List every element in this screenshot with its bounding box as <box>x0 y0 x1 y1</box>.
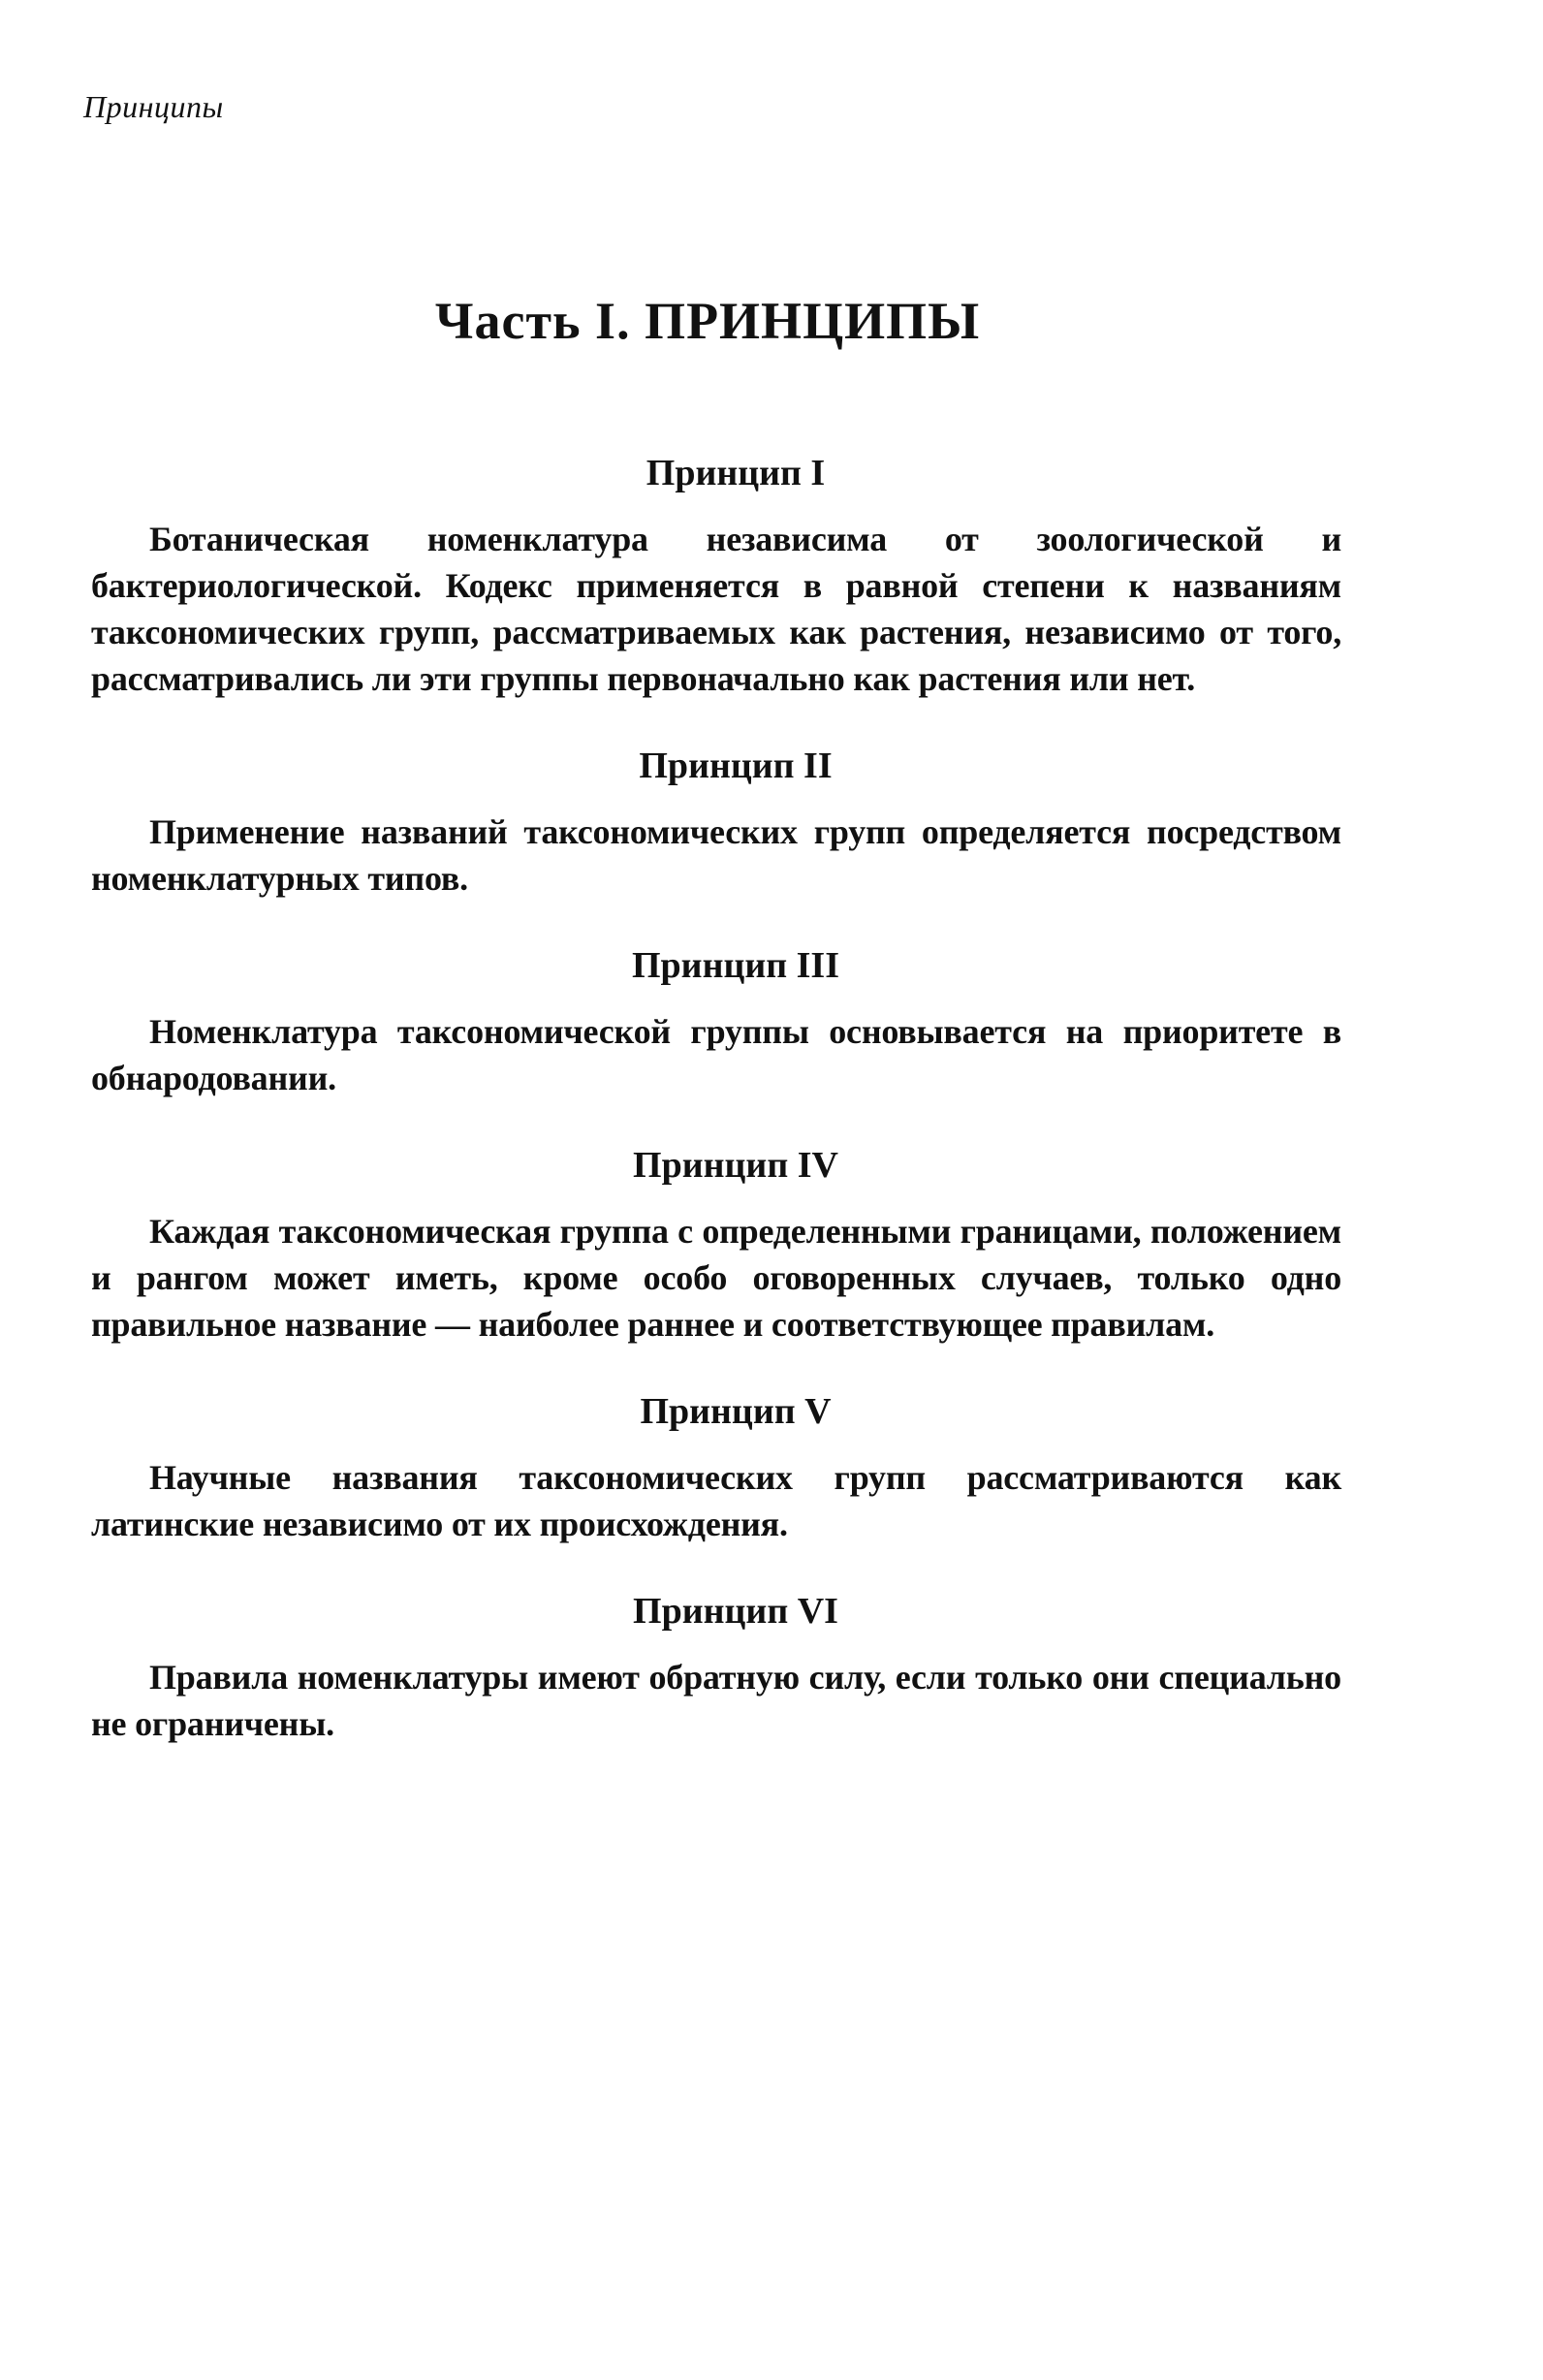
running-head: Принципы <box>83 89 224 124</box>
principle-heading: Принцип IV <box>633 1145 838 1186</box>
principle-heading: Принцип V <box>640 1391 832 1432</box>
principle-1 <box>91 448 1341 702</box>
principles-list <box>91 448 1341 1786</box>
principle-2 <box>91 741 1341 902</box>
principle-text: Правила номенклатуры имеют обратную силу, если только они специально не ограничены. <box>91 1658 1341 1743</box>
principle-3 <box>91 940 1341 1101</box>
principle-text: Номенклатура таксономической группы основывается на приоритете в обнародовании. <box>91 1012 1341 1097</box>
principle-heading: Принцип II <box>639 746 833 786</box>
principle-6 <box>91 1586 1341 1747</box>
principle-text: Каждая таксономическая группа с определенными границами, положением и рангом может иметь, кроме особо оговоренных случаев, только одно правильное название — наиболее раннее и соответствующее правилам. <box>91 1212 1341 1344</box>
principle-text: Ботаническая номенклатура независима от зоологической и бактериологической. Кодекс применяется в равной степени к названиям таксономических групп, рассматриваемых как растения, независимо от того, рассматривались ли эти группы первоначально как растения или нет. <box>91 520 1341 698</box>
principle-heading: Принцип III <box>631 945 840 986</box>
principle-heading: Принцип VI <box>633 1591 838 1632</box>
principle-4 <box>91 1140 1341 1348</box>
part-title: Часть I. ПРИНЦИПЫ <box>434 292 981 350</box>
principle-heading: Принцип I <box>646 453 826 493</box>
principle-text: Научные названия таксономических групп рассматриваются как латинские независимо от их происхождения. <box>91 1458 1341 1543</box>
principle-5 <box>91 1386 1341 1547</box>
principle-text: Применение названий таксономических групп определяется посредством номенклатурных типов. <box>91 812 1341 898</box>
